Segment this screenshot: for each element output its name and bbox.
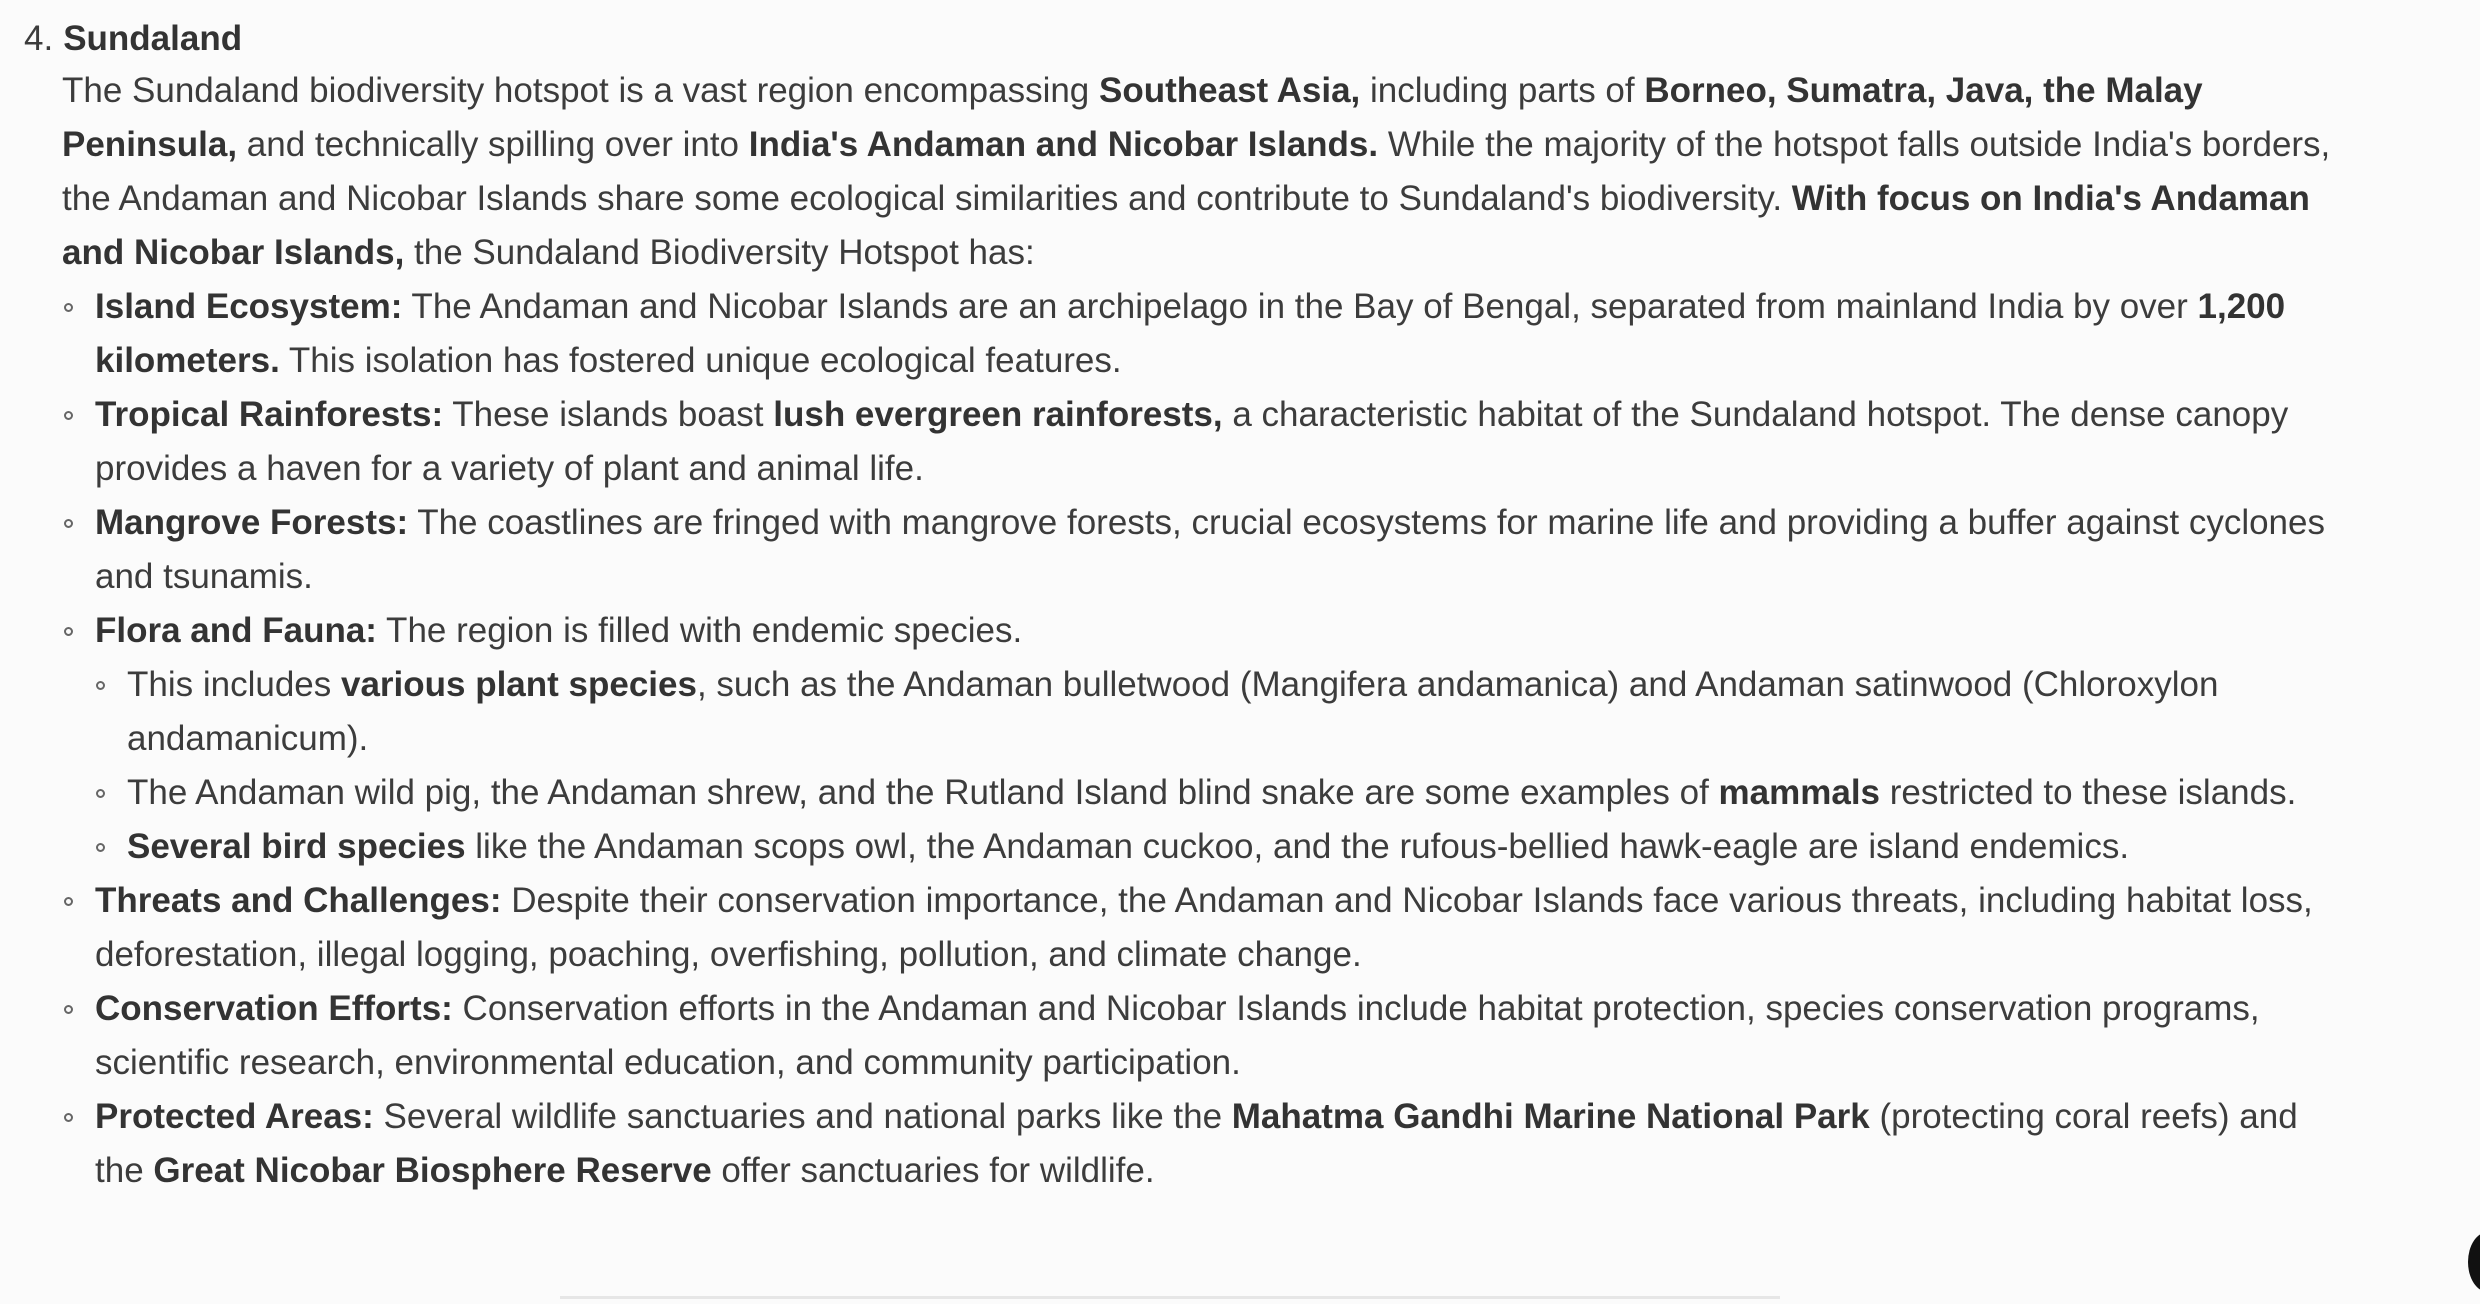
bold-text: Mangrove Forests: xyxy=(95,503,409,542)
intro-paragraph xyxy=(62,64,2352,280)
list-item-threats xyxy=(0,874,2355,982)
hollow-bullet-icon xyxy=(96,789,105,798)
section-heading xyxy=(24,12,242,66)
bold-text: Great Nicobar Biosphere Reserve xyxy=(153,1151,712,1190)
body-text: The Andaman and Nicobar Islands are an archipelago in the Bay of Bengal, separated from mainland India by over xyxy=(402,287,2198,326)
list-item-protected-areas xyxy=(0,1090,2355,1198)
body-text: This isolation has fostered unique ecological features. xyxy=(279,341,1122,380)
list-item-tropical-rainforests xyxy=(0,388,2355,496)
body-text: The Andaman wild pig, the Andaman shrew, and the Rutland Island blind snake are some examples of xyxy=(127,773,1719,812)
list-item-mangrove-forests xyxy=(0,496,2355,604)
sublist-item-mammals xyxy=(0,766,2357,820)
list-item-text xyxy=(127,665,2218,758)
list-item-text xyxy=(127,827,2129,866)
list-item-island-ecosystem xyxy=(0,280,2355,388)
list-item-text xyxy=(95,989,2260,1082)
hollow-bullet-icon xyxy=(64,897,73,906)
bold-text: Mahatma Gandhi Marine National Park xyxy=(1231,1097,1870,1136)
bold-text: Tropical Rainforests: xyxy=(95,395,444,434)
list-item-text xyxy=(95,395,2288,488)
body-text: The Sundaland biodiversity hotspot is a vast region encompassing xyxy=(62,71,1099,110)
body-text: including parts of xyxy=(1360,71,1645,110)
divider xyxy=(560,1296,1780,1299)
bold-text: 1,200 kilometers. xyxy=(95,287,2286,380)
bold-text: Conservation Efforts: xyxy=(95,989,453,1028)
list-item-conservation-efforts xyxy=(0,982,2355,1090)
body-text: like the Andaman scops owl, the Andaman cuckoo, and the rufous-bellied hawk-eagle are island endemics. xyxy=(465,827,2130,866)
body-text: , such as the Andaman bulletwood (Mangifera andamanica) and Andaman satinwood (Chloroxylon andamanicum). xyxy=(127,665,2219,758)
bold-text: Protected Areas: xyxy=(95,1097,374,1136)
list-item-text xyxy=(95,881,2313,974)
bold-text: India's Andaman and Nicobar Islands. xyxy=(748,125,1379,164)
floating-action-button[interactable] xyxy=(2468,1232,2480,1292)
section-title: Sundaland xyxy=(63,19,243,58)
hollow-bullet-icon xyxy=(64,627,73,636)
body-text: a characteristic habitat of the Sundaland hotspot. The dense canopy provides a haven for a variety of plant and animal life. xyxy=(95,395,2289,488)
bold-text: Southeast Asia, xyxy=(1099,71,1361,110)
sublist-item-bird-species xyxy=(0,820,2357,874)
bold-text: Island Ecosystem: xyxy=(95,287,403,326)
body-text: Despite their conservation importance, the Andaman and Nicobar Islands face various threats, including habitat loss, deforestation, illegal logging, poaching, overfishing, pollution, and climate change. xyxy=(95,881,2313,974)
list-item-text xyxy=(95,503,2325,596)
feature-list xyxy=(0,280,2380,1198)
body-text: and technically spilling over into xyxy=(237,125,749,164)
hollow-bullet-icon xyxy=(96,681,105,690)
body-text: (protecting coral reefs) and the xyxy=(95,1097,2298,1190)
body-text: These islands boast xyxy=(443,395,774,434)
hollow-bullet-icon xyxy=(64,303,73,312)
body-text: This includes xyxy=(127,665,341,704)
bold-text: Borneo, Sumatra, Java, the Malay Peninsula, xyxy=(62,71,2203,164)
bold-text: With focus on India's Andaman and Nicobar Islands, xyxy=(62,179,2310,272)
list-item-text xyxy=(95,1097,2298,1190)
body-text: offer sanctuaries for wildlife. xyxy=(711,1151,1155,1190)
body-text: The region is filled with endemic species. xyxy=(376,611,1023,650)
body-text: While the majority of the hotspot falls outside India's borders, the Andaman and Nicobar Islands share some ecological similarities and contribute to Sundaland's biodiversity. xyxy=(62,125,2331,218)
body-text: the Sundaland Biodiversity Hotspot has: xyxy=(404,233,1035,272)
bold-text: Threats and Challenges: xyxy=(95,881,502,920)
body-text: Conservation efforts in the Andaman and Nicobar Islands include habitat protection, species conservation programs, scientific research, environmental education, and community participation. xyxy=(95,989,2260,1082)
body-text: restricted to these islands. xyxy=(1880,773,2297,812)
body-text: Several wildlife sanctuaries and national parks like the xyxy=(373,1097,1232,1136)
hollow-bullet-icon xyxy=(96,843,105,852)
section-number: 4. xyxy=(24,19,54,58)
list-item-text xyxy=(95,611,1022,650)
bold-text: Flora and Fauna: xyxy=(95,611,377,650)
list-item-text xyxy=(127,773,2296,812)
list-item-text xyxy=(95,287,2285,380)
list-item-flora-and-fauna xyxy=(0,604,2355,658)
hollow-bullet-icon xyxy=(64,1113,73,1122)
hollow-bullet-icon xyxy=(64,411,73,420)
hollow-bullet-icon xyxy=(64,1005,73,1014)
sublist-item-plant-species xyxy=(0,658,2357,766)
bold-text: lush evergreen rainforests, xyxy=(773,395,1223,434)
bold-text: Several bird species xyxy=(127,827,466,866)
body-text: The coastlines are fringed with mangrove forests, crucial ecosystems for marine life and providing a buffer against cyclones and tsunamis. xyxy=(95,503,2325,596)
bold-text: mammals xyxy=(1718,773,1881,812)
hollow-bullet-icon xyxy=(64,519,73,528)
bold-text: various plant species xyxy=(340,665,697,704)
